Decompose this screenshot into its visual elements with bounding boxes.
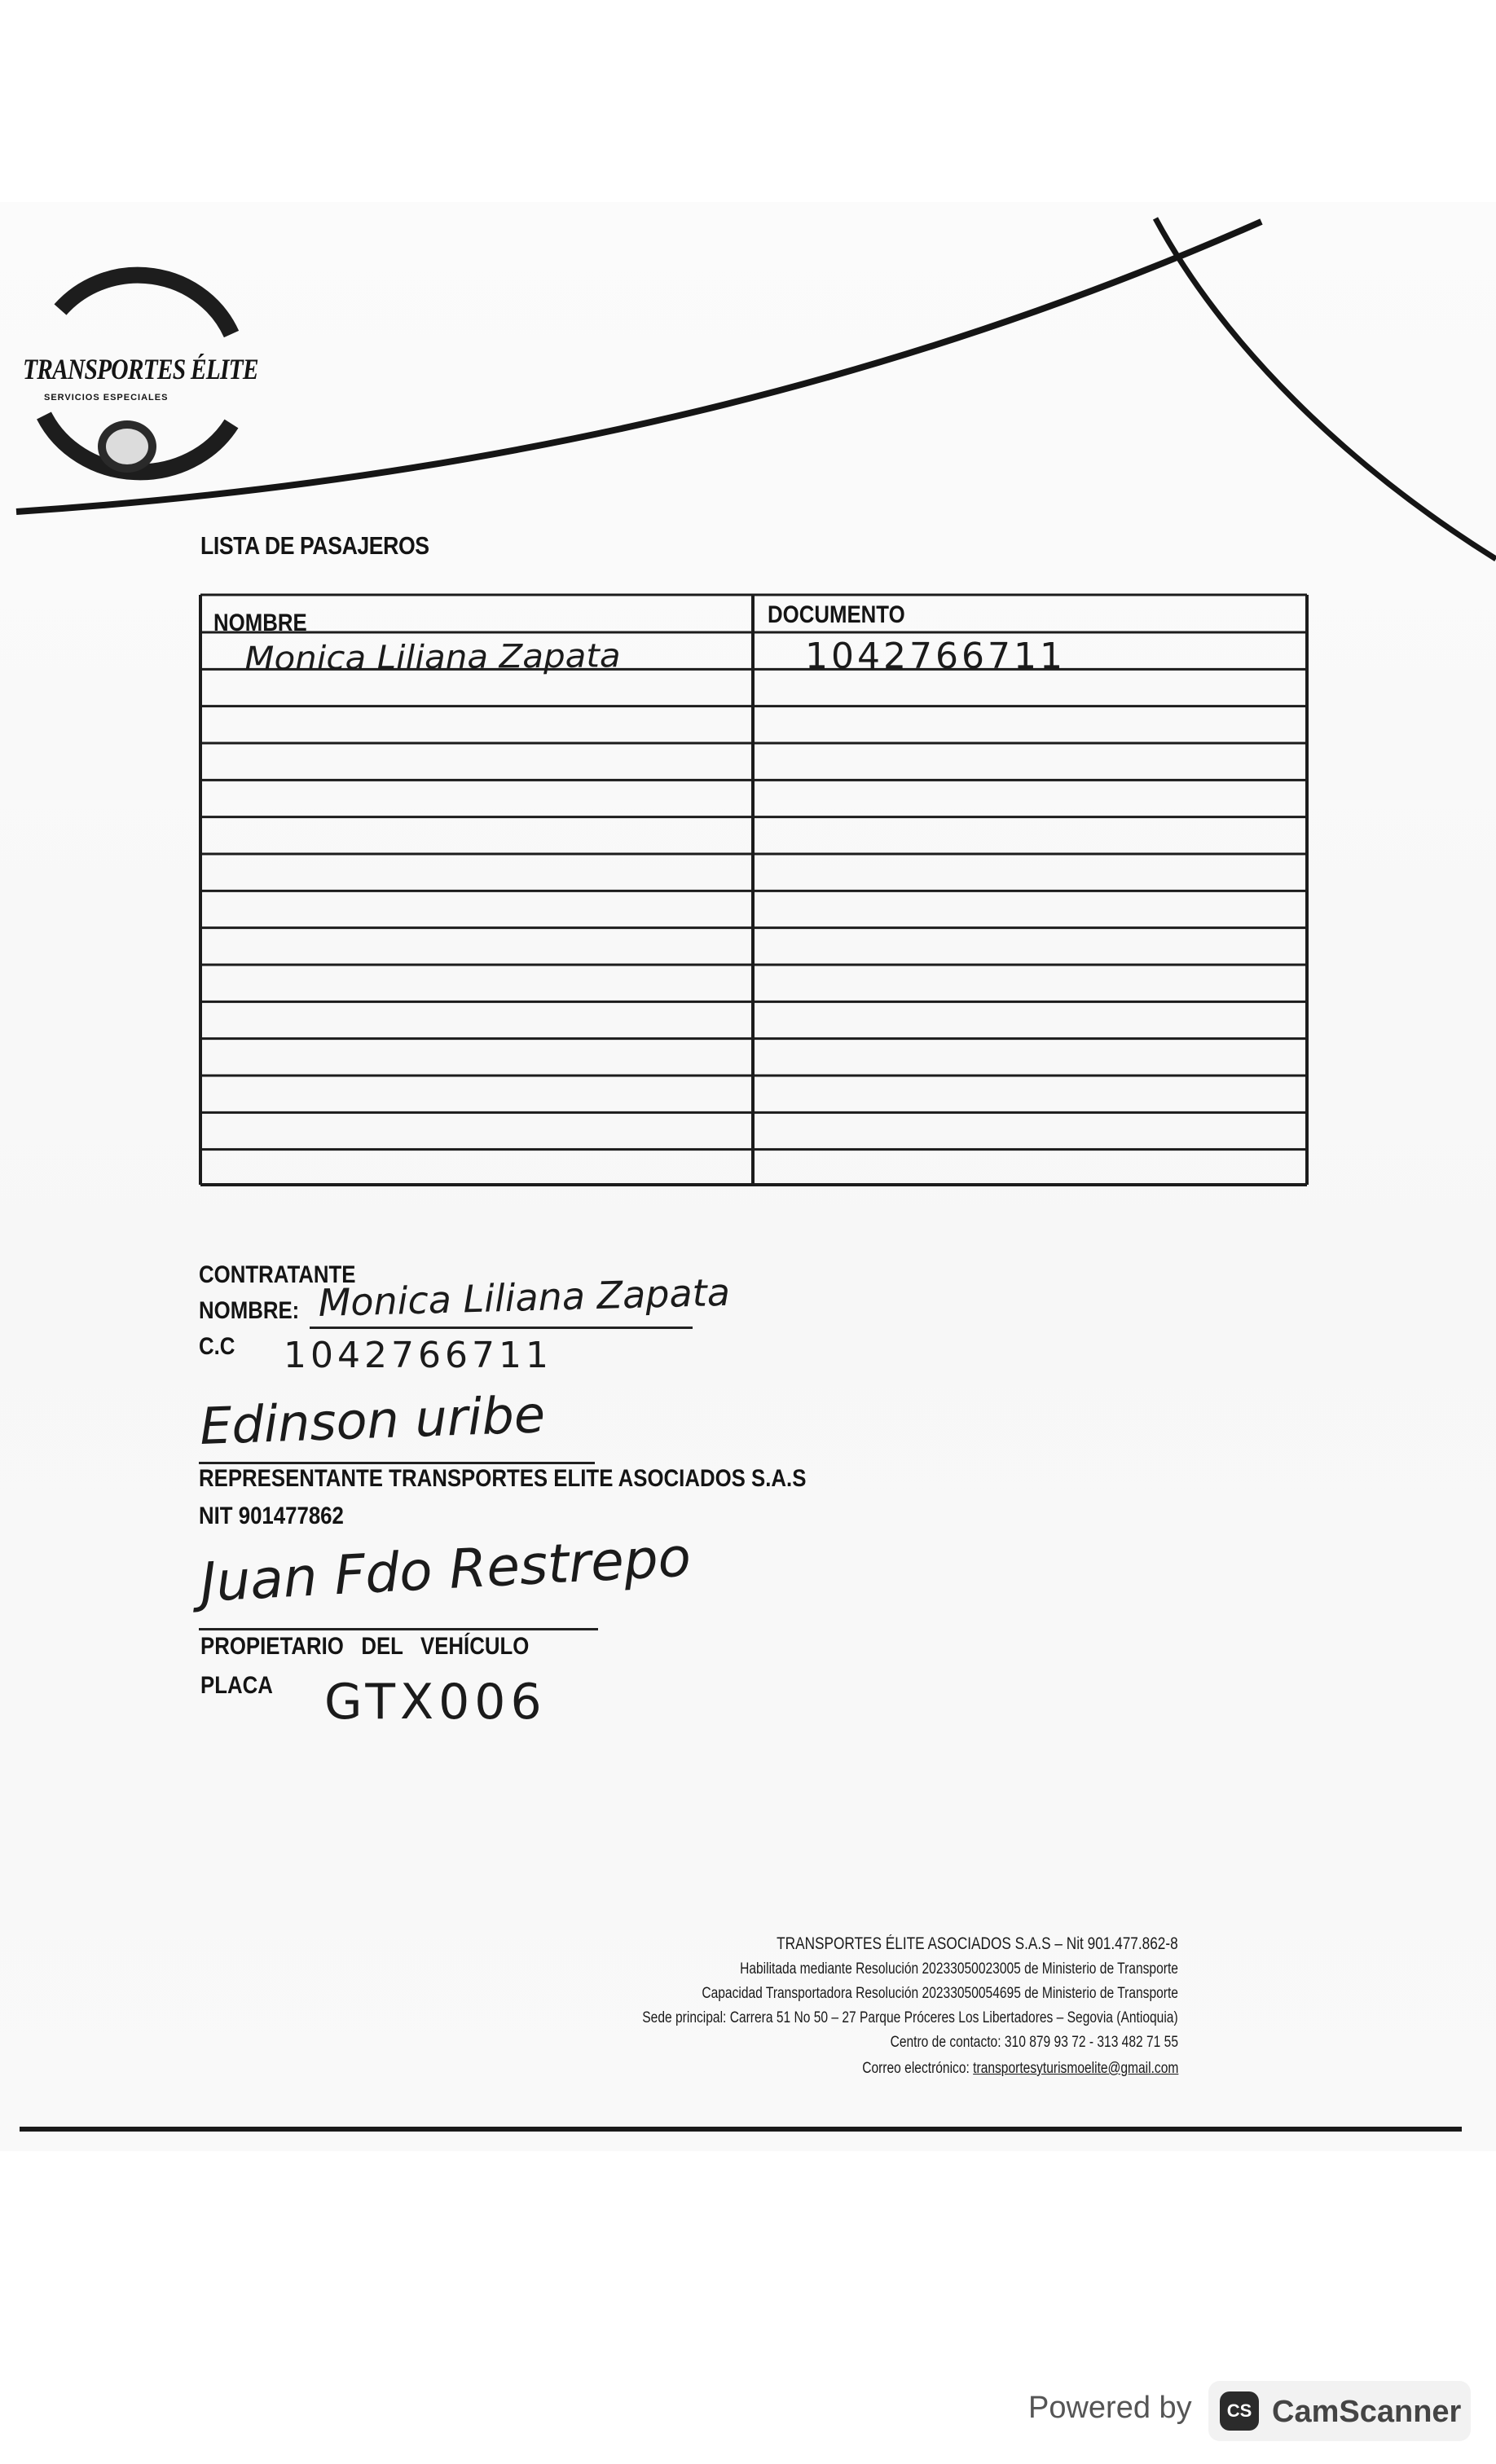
logo-tagline: SERVICIOS ESPECIALES — [44, 393, 169, 403]
propietario-signature: Juan Fdo Restrepo — [199, 1525, 693, 1614]
footer-rule — [20, 2127, 1462, 2132]
footer-contacto-line: Centro de contacto: 310 879 93 72 - 313 482 71 55 — [890, 2034, 1178, 2051]
contratante-nombre-line — [310, 1327, 693, 1329]
logo-brand-text: TRANSPORTES ÉLITE — [23, 353, 258, 385]
contratante-cc-label: C.C — [199, 1333, 235, 1360]
contratante-nombre-value: Monica Liliana Zapata — [318, 1269, 731, 1325]
company-logo — [23, 261, 258, 497]
footer-habilitacion-line: Habilitada mediante Resolución 20233050023005 de Ministerio de Transporte — [740, 1960, 1178, 1978]
passenger-document-cell: 1042766711 — [805, 636, 1066, 677]
representante-nit: NIT 901477862 — [199, 1503, 344, 1529]
passenger-list-title: LISTA DE PASAJEROS — [200, 531, 429, 560]
camscanner-badge[interactable] — [1208, 2381, 1471, 2441]
footer-email-value[interactable]: transportesyturismoelite@gmail.com — [972, 2060, 1178, 2077]
passenger-name-cell: Monica Liliana Zapata — [244, 637, 621, 678]
representante-label: REPRESENTANTE TRANSPORTES ELITE ASOCIADOS S.A.S — [199, 1465, 807, 1492]
placa-value: GTX006 — [324, 1674, 547, 1731]
camscanner-name: CamScanner — [1272, 2395, 1462, 2429]
contratante-nombre-label: NOMBRE: — [199, 1297, 300, 1324]
footer-email-label: Correo electrónico: — [861, 2060, 970, 2077]
camscanner-icon: CS — [1220, 2391, 1259, 2431]
representante-signature-line — [199, 1462, 595, 1464]
placa-label: PLACA — [200, 1672, 273, 1699]
propietario-label: PROPIETARIO DEL VEHÍCULO — [200, 1633, 530, 1660]
footer-sede-line: Sede principal: Carrera 51 No 50 – 27 Parque Próceres Los Libertadores – Segovia (Antioquia) — [642, 2009, 1178, 2026]
column-header-documento: DOCUMENTO — [768, 601, 905, 628]
footer-capacidad-line: Capacidad Transportadora Resolución 20233050054695 de Ministerio de Transporte — [702, 1985, 1178, 2002]
table-grid — [199, 593, 1309, 1186]
footer-email-line — [862, 2060, 1178, 2078]
contratante-cc-value: 1042766711 — [284, 1335, 552, 1376]
footer-company-line: TRANSPORTES ÉLITE ASOCIADOS S.A.S – Nit 901.477.862-8 — [777, 1934, 1178, 1953]
column-header-nombre: NOMBRE — [213, 609, 307, 636]
passenger-table — [199, 593, 1309, 1186]
powered-by-text: Powered by — [1028, 2391, 1192, 2425]
propietario-signature-line — [199, 1628, 598, 1630]
representante-signature: Edinson uribe — [199, 1384, 547, 1456]
contratante-heading: CONTRATANTE — [199, 1261, 356, 1288]
